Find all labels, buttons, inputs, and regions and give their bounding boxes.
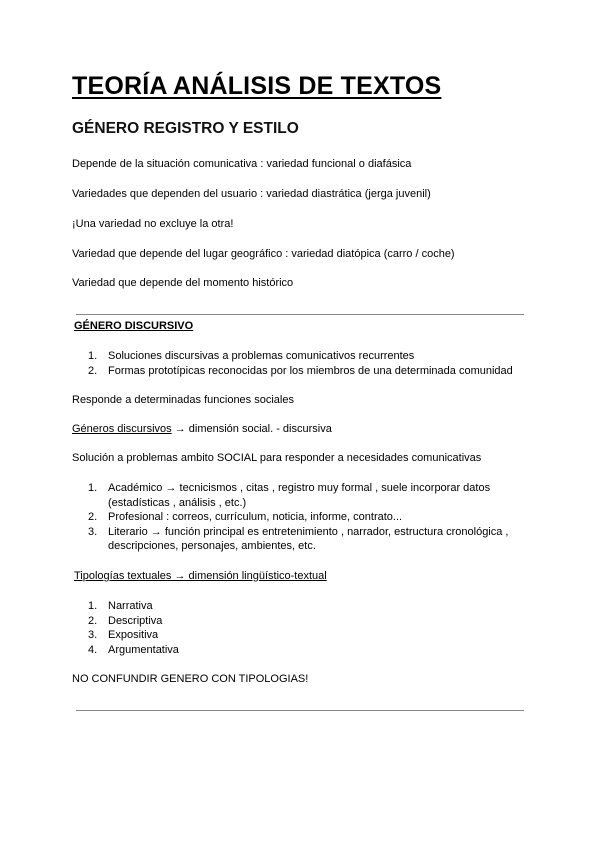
- list-item: 1. Narrativa: [88, 600, 153, 612]
- intro-line: Depende de la situación comunicativa : variedad funcional o diafásica: [72, 158, 412, 170]
- list-item: 4. Argumentativa: [88, 643, 179, 656]
- intro-line: Variedad que depende del momento histórico: [72, 277, 294, 289]
- warning-line: NO CONFUNDIR GENERO CON TIPOLOGIAS!: [72, 673, 309, 685]
- list-item: 1. Soluciones discursivas a problemas comunicativos recurrentes: [88, 350, 415, 362]
- page-subtitle: GÉNERO REGISTRO Y ESTILO: [72, 120, 299, 137]
- intro-line: Variedad que depende del lugar geográfico : variedad diatópica (carro / coche): [72, 248, 455, 260]
- tipos-genero-list: [72, 481, 509, 554]
- responde-line: Responde a determinadas funciones sociales: [72, 394, 294, 406]
- section-divider: [76, 314, 524, 315]
- section-heading-genero: GÉNERO DISCURSIVO: [74, 320, 194, 332]
- genero-list: [72, 349, 513, 378]
- generos-line: Géneros discursivos → dimensión social. - discursiva: [72, 423, 332, 435]
- list-item: 2. Formas prototípicas reconocidas por los miembros de una determinada comunidad: [88, 364, 513, 377]
- tipologias-list: [72, 599, 179, 657]
- list-item: 2. Descriptiva: [88, 614, 163, 627]
- intro-line: Variedades que dependen del usuario : variedad diastrática (jerga juvenil): [72, 188, 431, 200]
- intro-line: ¡Una variedad no excluye la otra!: [72, 218, 234, 230]
- list-item: 3. Expositiva: [88, 629, 159, 641]
- list-item: 3. Literario → función principal es entretenimiento , narrador, estructura cronológica , descripciones, personajes, ambientes, etc.: [88, 525, 509, 552]
- page-title: TEORÍA ANÁLISIS DE TEXTOS: [72, 72, 442, 100]
- section-divider: [76, 710, 524, 711]
- section-heading-tipologias: Tipologías textuales → dimensión lingüístico-textual: [74, 570, 327, 582]
- solucion-line: Solución a problemas ambito SOCIAL para responder a necesidades comunicativas: [72, 452, 482, 464]
- list-item: 2. Profesional : correos, currículum, noticia, informe, contrato...: [88, 511, 403, 523]
- generos-label: Géneros discursivos: [72, 423, 172, 435]
- list-item: 1. Académico → tecnicismos , citas , registro muy formal , suele incorporar datos (estadísticas , análisis , etc.): [88, 482, 491, 509]
